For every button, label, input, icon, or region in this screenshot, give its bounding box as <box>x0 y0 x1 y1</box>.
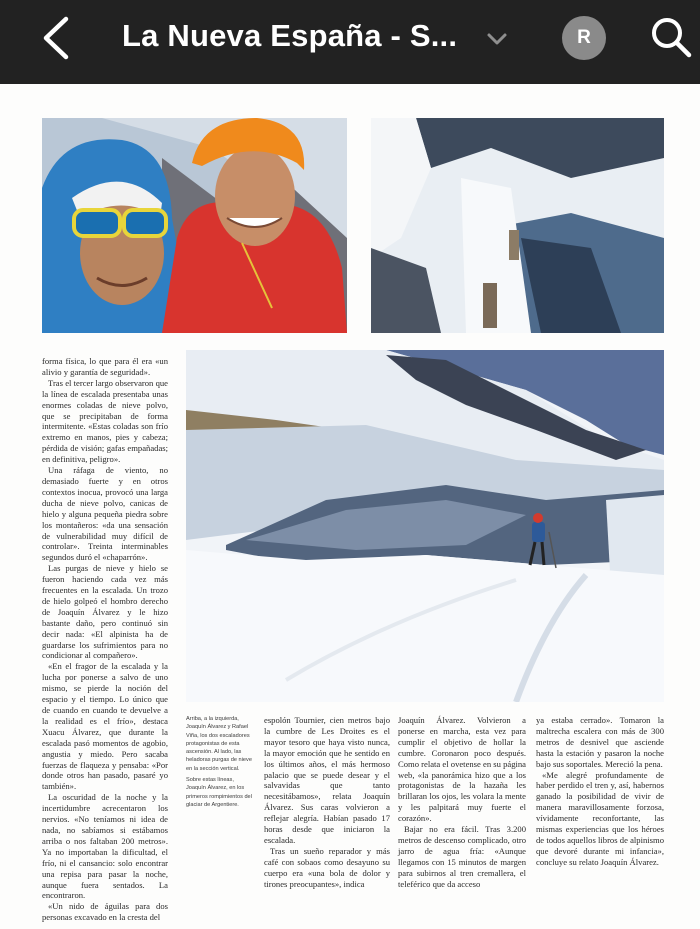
paragraph: Las purgas de nieve y hielo se fueron haciendo cada vez más frecuentes en la escalada. Un trozo de hielo golpeó el hombro derecho de Joaquín Álvarez y le hizo bastante daño, pero continuó sin decir nada: «El alpinista ha de guardarse los sufrimientos para no condicionar al compañero». <box>42 563 168 661</box>
caption-paragraph: Sobre estas líneas, Joaquín Álvarez, en los primeros rompimientos del glaciar de Argentiere. <box>186 777 252 808</box>
article-column-3 <box>398 715 526 890</box>
search-button[interactable] <box>648 14 694 60</box>
paragraph: Joaquín Álvarez. Volvieron a ponerse en marcha, esta vez para cumplir el objetivo de hollar la cumbre. Coronaron poco después. Como relata el ovetense en su página web, «la panorámica hizo que a los protagonistas de la hazaña les brillaran los ojos, les volara la mente y les palpitará muy fuerte el corazón». <box>398 715 526 824</box>
back-arrow-icon <box>41 16 71 60</box>
chevron-down-icon <box>486 32 508 46</box>
paragraph: «Me alegré profundamente de haber perdido el tren y, así, habernos ganado la posibilidad de vivir de manera maravillosamente forzosa, vívidamente reconfortante, las mismas experiencias que los héroes de todos aquellos libros de alpinismo que devoré durante mi infancia», concluye su relato Joaquín Álvarez. <box>536 769 664 867</box>
paragraph: Bajar no era fácil. Tras 3.200 metros de descenso complicado, otro jarro de agua fría: «Aunque llegamos con 15 minutos de margen para subirnos al tren cremallera, el teleférico que da acceso <box>398 824 526 889</box>
photo-caption <box>186 715 252 812</box>
back-button[interactable] <box>30 12 82 64</box>
paragraph: «Un nido de águilas para dos personas excavado en la cresta del <box>42 901 168 923</box>
paragraph: espolón Tournier, cien metros bajo la cumbre de Les Droites es el mayor tesoro que haya visto nunca, la mayor emoción que he sentido en los últimos años, el más hermoso palacio que se puede desear y el salvavidas que tanto necesitábamos», relata Joaquín Álvarez. Sus caras volvieron a reflejar alegría. Habían pasado 17 horas desde que iniciaron la escalada. <box>264 715 390 845</box>
paragraph: «En el fragor de la escalada y la lucha por ponerse a salvo de uno mismo, se pierde la noción del espacio y el tiempo. Lo único que de cuando en cuando te devuelve a la realidad es el frío», destaca Xuacu Álvarez, que durante la escalada pasó momentos de agobio, angustia y miedo. Pero sacaba fuerzas de flaqueza y pensaba: «Por donde otros han pasado, pasaré yo también». <box>42 661 168 792</box>
avatar[interactable]: R <box>562 16 606 60</box>
paragraph: Una ráfaga de viento, no demasiado fuerte y en otros contextos inocua, provocó una larga ducha de nieve polvo, canicas de hielo y alguna pequeña piedra sobre los montañeros: «da una sensación de vulnerabilidad muy difícil de controlar». Treinta interminables segundos duró el «chaparrón». <box>42 465 168 563</box>
climbers-selfie-photo <box>42 118 347 333</box>
app-title[interactable]: La Nueva España - S... <box>122 18 458 53</box>
app-bar <box>0 0 700 84</box>
paragraph: La oscuridad de la noche y la incertidumbre acrecentaron los nervios. «No teníamos ni idea de nada, no sabíamos si estábamos arriba o nos faltaban 200 metros». Ya no importaban la dificultad, el frío, ni el cansancio: solo encontrar una repisa para pasar la noche, aunque fuera sentados. La encontraron. <box>42 792 168 901</box>
paragraph: ya estaba cerrado». Tomaron la maltrecha escalera con más de 300 metros de desnivel que asciende hasta la estación y pasaron la noche bajo sus soportales. Mereció la pena. <box>536 715 664 769</box>
vertical-snow-section-photo <box>371 118 664 333</box>
paragraph: Tras un sueño reparador y más café con sobaos como desayuno su cuerpo era «una bola de dolor y tirones preocupantes», indica <box>264 845 390 889</box>
glacier-climber-photo <box>186 350 664 702</box>
caption-paragraph: Arriba, a la izquierda, Joaquín Álvarez y Rafael Viña, los dos escaladores protagonistas de esta ascensión. Al lado, las heladoras purgas de nieve en la sección vertical. <box>186 716 252 772</box>
article-column-1 <box>42 356 168 923</box>
title-dropdown-button[interactable] <box>484 26 510 52</box>
article-column-4 <box>536 715 664 868</box>
article-column-2 <box>264 715 390 890</box>
newspaper-page[interactable] <box>0 84 700 929</box>
paragraph: Tras el tercer largo observaron que la línea de escalada presentaba unas enormes coladas de nieve polvo, que se precipitaban de forma intermitente. «Estas coladas son frío extremo en manos, pies y cabeza; pérdida de visión; gafas empañadas; en definitiva, peligro». <box>42 377 168 465</box>
paragraph: forma física, lo que para él era «un alivio y garantía de seguridad». <box>42 356 168 377</box>
search-icon <box>650 16 692 58</box>
